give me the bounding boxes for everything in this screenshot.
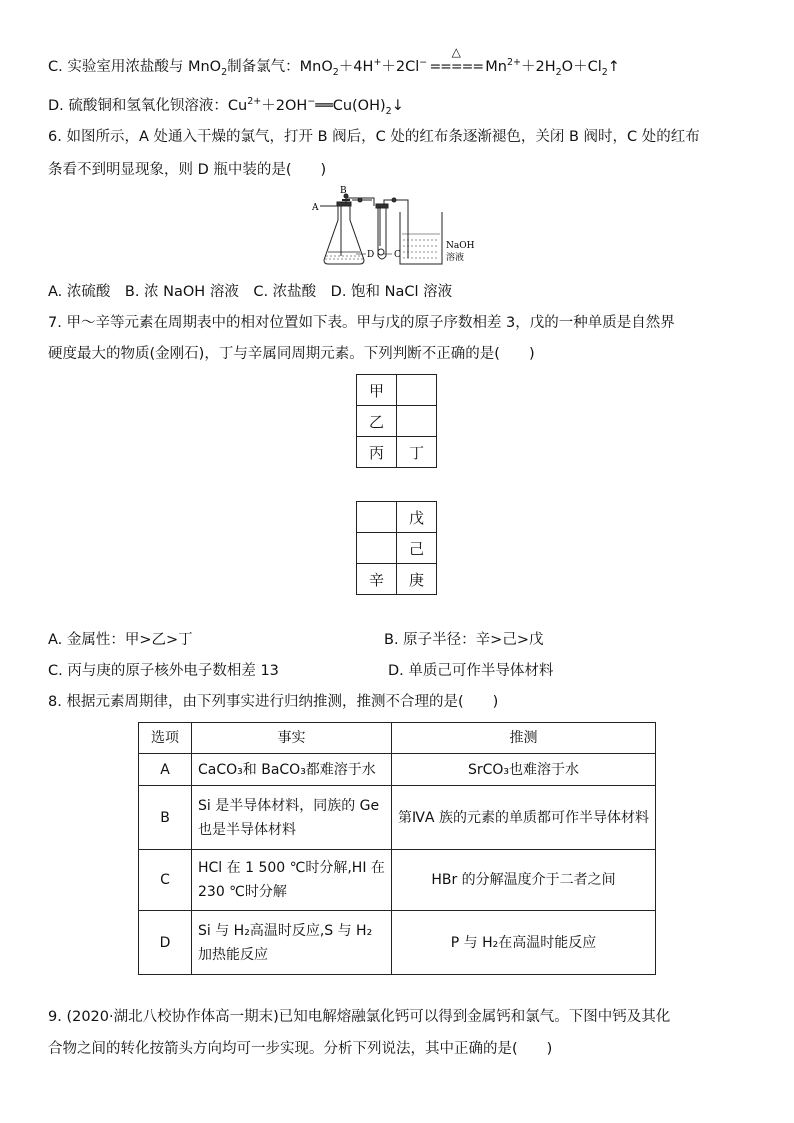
cell-empty (357, 533, 397, 564)
row-fact: Si 是半导体材料，同族的 Ge 也是半导体材料 (192, 786, 392, 850)
cell-ji: 己 (397, 533, 437, 564)
q9-stem-line1: 9. (2020·湖北八校协作体高一期末)已知电解熔融氯化钙可以得到金属钙和氯气。下图中钙及其化 (48, 1009, 671, 1025)
fig-label-b: B (340, 186, 347, 196)
header-fact: 事实 (192, 723, 392, 754)
q7-stem-line1: 7. 甲～辛等元素在周期表中的相对位置如下表。甲与戊的原子序数相差 3，戊的一种单质是自然界 (48, 315, 675, 331)
table-row (139, 850, 656, 911)
apparatus-figure (312, 186, 482, 270)
heating-condition: △ ===== (427, 57, 485, 77)
cell-yi: 乙 (357, 406, 397, 437)
q7-option-a: A. 金属性：甲>乙>丁 (48, 632, 193, 648)
cell-empty (397, 406, 437, 437)
row-fact: HCl 在 1 500 ℃时分解,HI 在 230 ℃时分解 (192, 850, 392, 911)
cell-empty (397, 375, 437, 406)
row-fact: CaCO₃和 BaCO₃都难溶于水 (192, 754, 392, 786)
fig-label-a: A (312, 203, 319, 213)
q6-stem-line2: 条看不到明显现象，则 D 瓶中装的是( ) (48, 162, 327, 178)
row-guess: 第ⅣA 族的元素的单质都可作半导体材料 (392, 786, 656, 850)
cell-bing: 丙 (357, 437, 397, 468)
cell-jia: 甲 (357, 375, 397, 406)
table-row (139, 754, 656, 786)
row-guess: SrCO₃也难溶于水 (392, 754, 656, 786)
q5-option-c: C. 实验室用浓盐酸与 MnO$_2$制备氯气：MnO$_2$＋4H+＋2Cl− △ ===== $Mn^{2+}+2H_2O+Cl_2↑$ (48, 57, 620, 77)
q7-option-b: B. 原子半径：辛>己>戊 (384, 632, 544, 648)
header-option: 选项 (139, 723, 192, 754)
fig-label-c: C (394, 250, 401, 260)
row-option: B (139, 786, 192, 850)
q7-option-d: D. 单质己可作半导体材料 (388, 663, 554, 679)
cell-empty (357, 502, 397, 533)
facts-table (138, 722, 656, 975)
row-fact: Si 与 H₂高温时反应,S 与 H₂加热能反应 (192, 911, 392, 975)
table-header-row (139, 723, 656, 754)
q7-stem-line2: 硬度最大的物质(金刚石)，丁与辛属同周期元素。下列判断不正确的是( ) (48, 346, 535, 362)
fig-label-d: D (367, 250, 375, 260)
cell-xin: 辛 (357, 564, 397, 595)
fig-label-solution: 溶液 (446, 253, 465, 263)
cell-ding: 丁 (397, 437, 437, 468)
fig-label-naoh: NaOH (446, 241, 475, 251)
row-guess: P 与 H₂在高温时能反应 (392, 911, 656, 975)
q9-stem-line2: 合物之间的转化按箭头方向均可一步实现。分析下列说法，其中正确的是( ) (48, 1041, 553, 1057)
header-guess: 推测 (392, 723, 656, 754)
row-option: D (139, 911, 192, 975)
table-row (139, 911, 656, 975)
periodic-table-upper (356, 374, 437, 468)
q8-stem: 8. 根据元素周期律，由下列事实进行归纳推测，推测不合理的是( ) (48, 694, 499, 710)
q7-option-c: C. 丙与庚的原子核外电子数相差 13 (48, 663, 279, 679)
row-option: A (139, 754, 192, 786)
table-row (139, 786, 656, 850)
cell-geng: 庚 (397, 564, 437, 595)
q6-options: A. 浓硫酸 B. 浓 NaOH 溶液 C. 浓盐酸 D. 饱和 NaCl 溶液 (48, 284, 453, 300)
row-guess: HBr 的分解温度介于二者之间 (392, 850, 656, 911)
triangle-icon: △ (451, 45, 461, 59)
q5-option-d: D. 硫酸铜和氢氧化钡溶液：$Cu^{2+}+2OH^-══Cu(OH)_2↓$ (48, 96, 404, 117)
q6-stem-line1: 6. 如图所示，A 处通入干燥的氯气，打开 B 阀后，C 处的红布条逐渐褪色，关闭 B 阀时，C 处的红布 (48, 129, 700, 145)
cell-wu: 戊 (397, 502, 437, 533)
periodic-table-lower (356, 501, 437, 595)
row-option: C (139, 850, 192, 911)
